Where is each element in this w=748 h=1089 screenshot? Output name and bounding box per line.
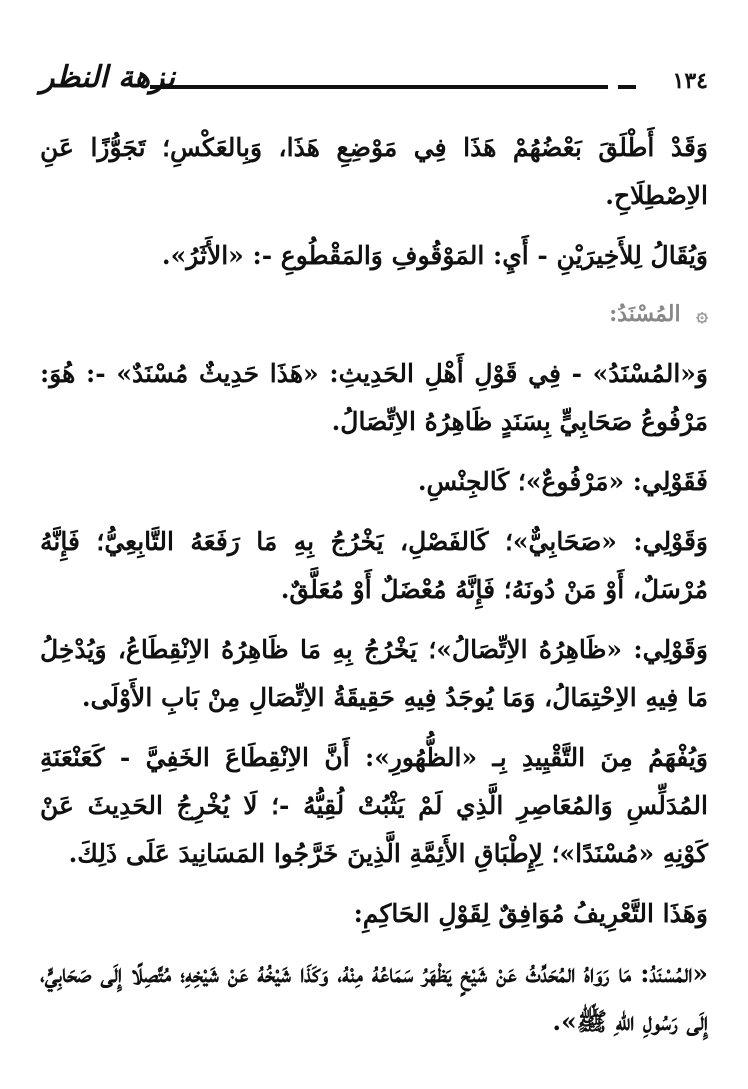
- paragraph: وَهَذَا التَّعْرِيفُ مُوَافِقٌ لِقَوْلِ الحَاكِمِ:: [353, 899, 708, 928]
- paragraph: وَقَوْلِي: «ظَاهِرُهُ الاِتِّصَالُ»؛ يَخْرُجُ بِهِ مَا ظَاهِرُهُ الاِنْقِطَاعُ، وَيُدْخِلُ مَا فِيهِ الاِحْتِمَالُ، وَمَا يُوجَدُ فِيهِ حَقِيقَةُ الاِتِّصَالِ مِنْ بَابِ الأَوْلَى.: [40, 635, 708, 712]
- paragraph: وَ«المُسْنَدُ» - فِي قَوْلِ أَهْلِ الحَدِيثِ: «هَذَا حَدِيثٌ مُسْنَدٌ» -: هُوَ: مَرْفُوعُ صَحَابِيٍّ بِسَنَدٍ ظَاهِرُهُ الاِتِّصَالُ.: [40, 359, 708, 436]
- page-header: [40, 60, 708, 110]
- paragraph: وَيُفْهَمُ مِنَ التَّقْيِيدِ بِـ «الظُّهُورِ»: أَنَّ الاِنْقِطَاعَ الخَفِيَّ - كَعَنْعَنَةِ المُدَلِّسِ وَالمُعَاصِرِ الَّذِي لَمْ يَثْبُتْ لُقِيُّهُ -؛ لَا يُخْرِجُ الحَدِيثَ عَنْ كَوْنِهِ «مُسْنَدًا»؛ لِإِطْبَاقِ الأَئِمَّةِ الَّذِينَ خَرَّجُوا المَسَانِيدَ عَلَى ذَلِكَ.: [40, 743, 708, 868]
- paragraph: وَقَدْ أَطْلَقَ بَعْضُهُمْ هَذَا فِي مَوْضِعِ هَذَا، وَبِالعَكْسِ؛ تَجَوُّزًا عَنِ الاِصْطِلَاحِ.: [40, 133, 708, 210]
- header-rule: [150, 85, 608, 89]
- paragraph: وَيُقَالُ لِلأَخِيرَيْنِ - أَيِ: المَوْقُوفِ وَالمَقْطُوعِ -: «الأَثَرُ».: [161, 241, 708, 270]
- page-body: [40, 124, 708, 1050]
- section-heading: [40, 292, 708, 336]
- ornament-icon: ۞: [696, 302, 708, 326]
- paragraph: «المُسْنَدُ: مَا رَوَاهُ المُحَدِّثُ عَنْ شَيْخٍ يَظْهَرُ سَمَاعُهُ مِنْهُ، وَكَذَا شَيْخُهُ عَنْ شَيْخِهِ؛ مُتَّصِلًا إِلَى صَحَابِيٍّ، إِلَى رَسُولِ اللهِ ﷺ».: [40, 959, 708, 1036]
- header-rule-stub: [618, 85, 636, 89]
- book-title: نزهة النظر: [40, 60, 175, 95]
- paragraph: وَقَوْلِي: «صَحَابِيٌّ»؛ كَالفَصْلِ، يَخْرُجُ بِهِ مَا رَفَعَهُ التَّابِعِيُّ؛ فَإِنَّهُ مُرْسَلٌ، أَوْ مَنْ دُونَهُ؛ فَإِنَّهُ مُعْضَلٌ أَوْ مُعَلَّقٌ.: [40, 527, 708, 604]
- paragraph: فَقَوْلِي: «مَرْفُوعٌ»؛ كَالجِنْسِ.: [417, 467, 708, 496]
- section-heading-text: المُسْنَدُ:: [609, 301, 681, 327]
- page-number: ١٣٤: [672, 68, 708, 94]
